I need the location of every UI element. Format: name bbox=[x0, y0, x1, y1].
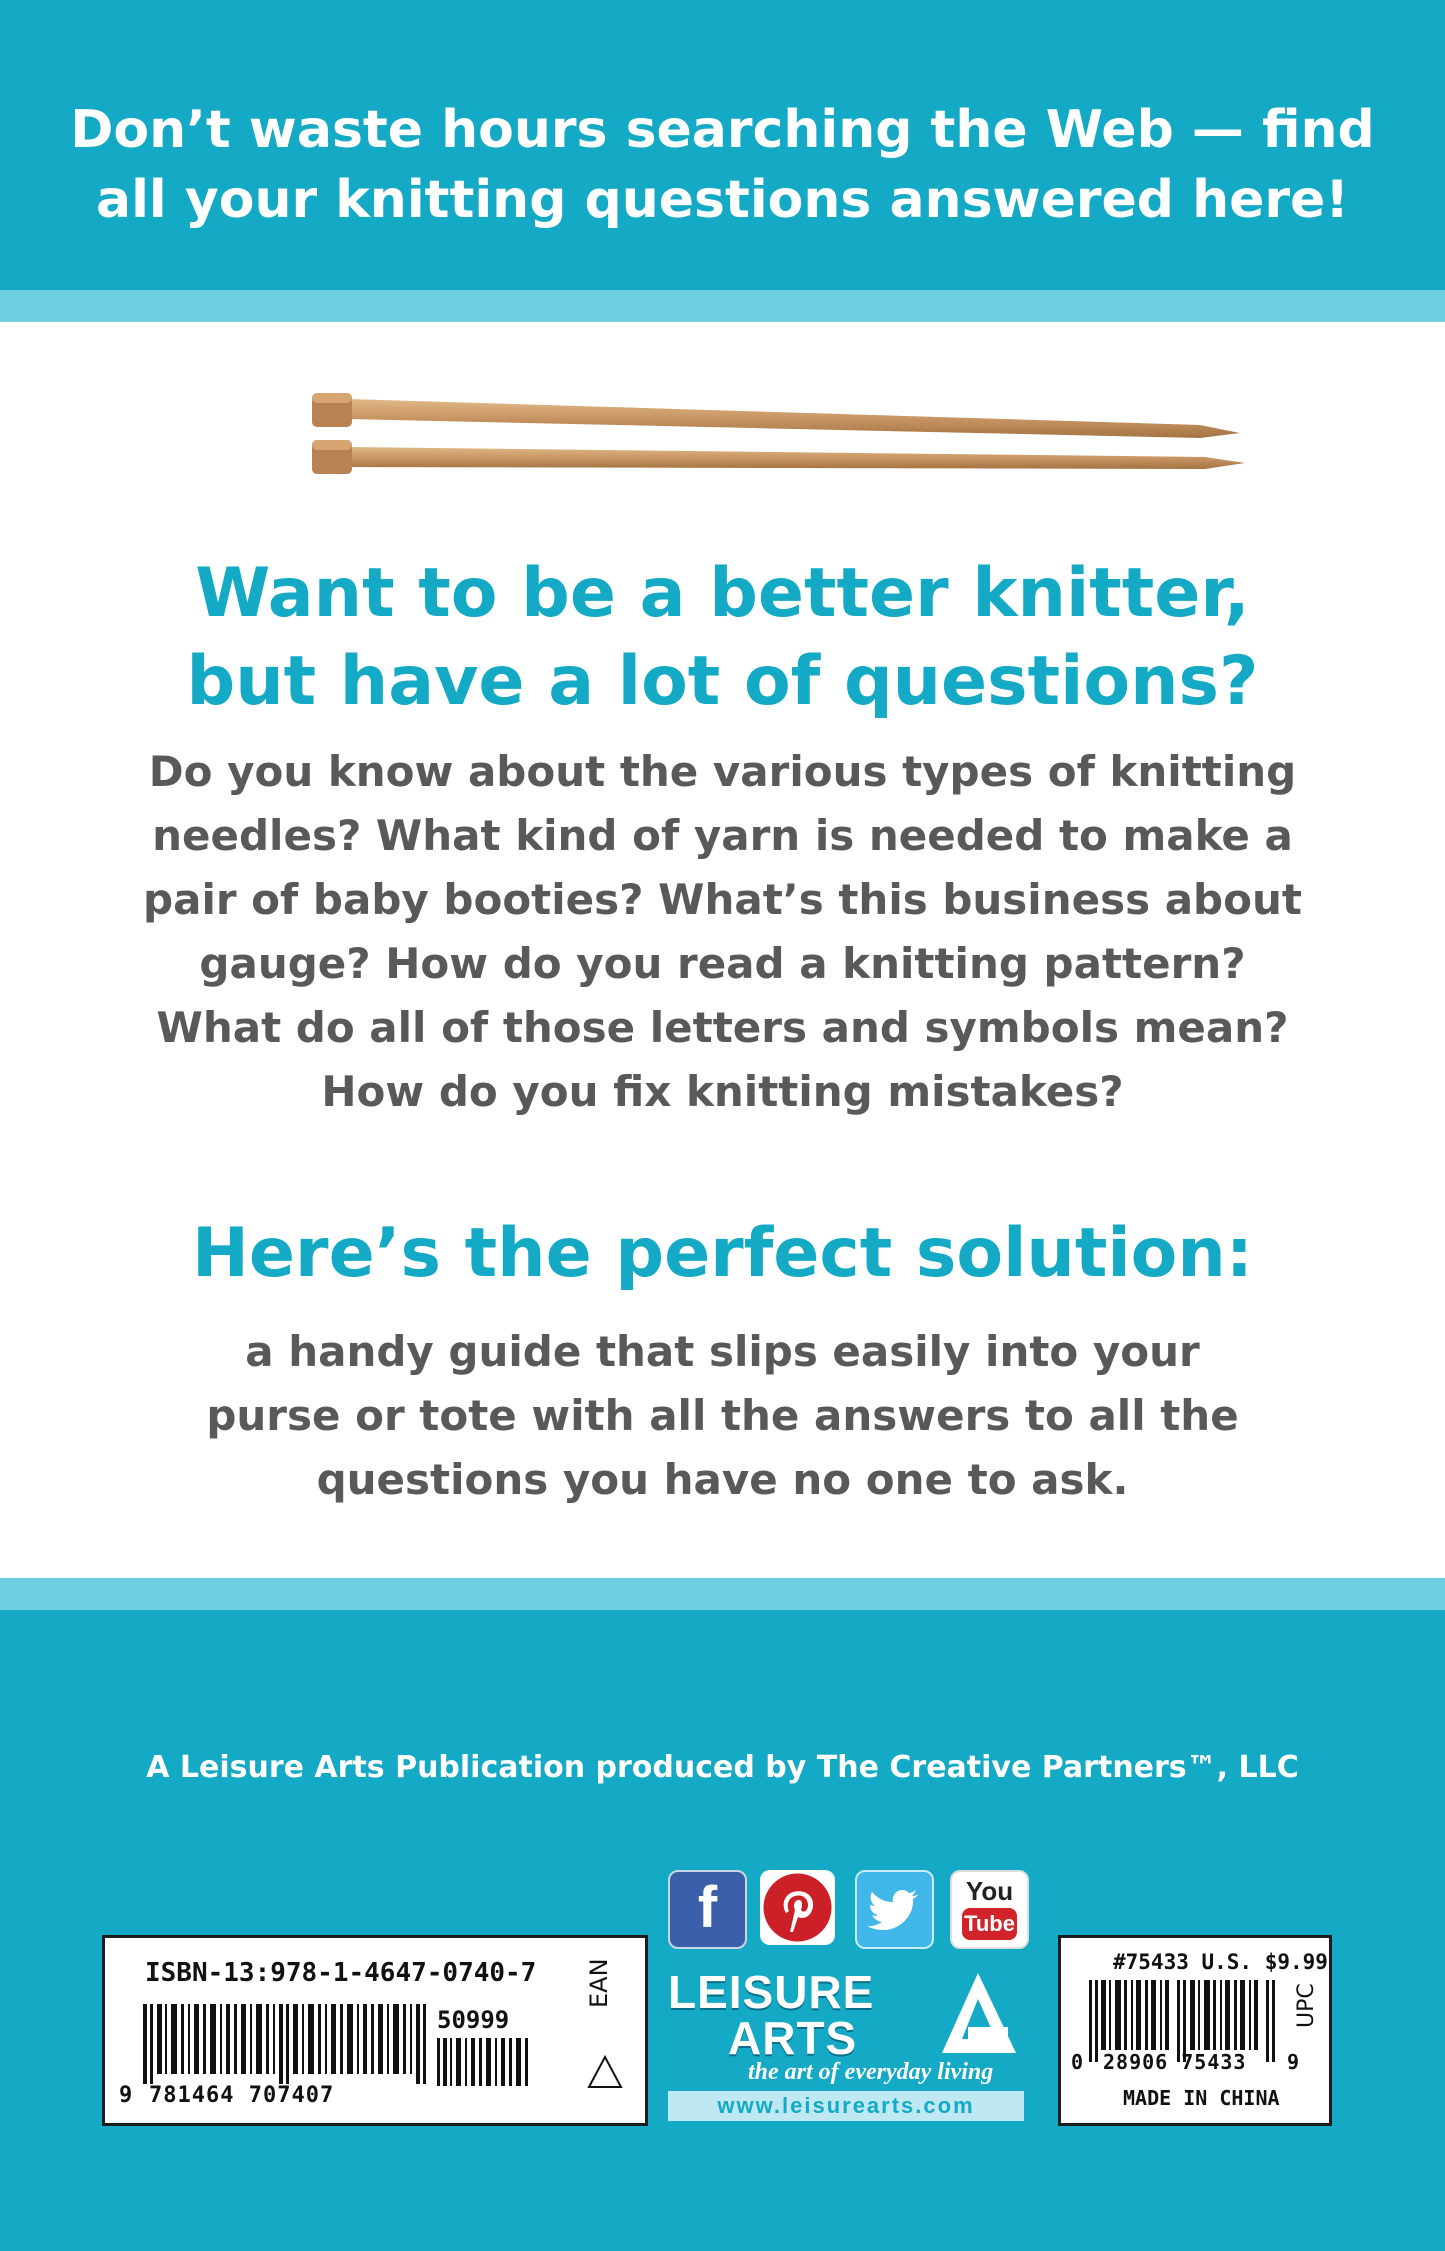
price-label: #75433 U.S. $9.99 bbox=[1113, 1950, 1328, 1974]
logo-emblem-icon bbox=[938, 1969, 1020, 2057]
logo-tagline: the art of everyday living bbox=[748, 2059, 994, 2085]
pinterest-icon[interactable] bbox=[760, 1870, 835, 1945]
leisure-arts-logo bbox=[668, 1965, 1028, 2120]
isbn-digits: 781464 707407 bbox=[149, 2083, 335, 2108]
isbn-addon-barcode bbox=[437, 2038, 532, 2086]
stripe-top bbox=[0, 290, 1445, 322]
youtube-you: You bbox=[965, 1876, 1014, 1906]
isbn-barcode-box bbox=[102, 1935, 648, 2126]
youtube-tube: Tube bbox=[962, 1908, 1017, 1940]
youtube-icon[interactable] bbox=[950, 1870, 1029, 1949]
section1-heading bbox=[0, 550, 1445, 726]
header-line-1: Don’t waste hours searching the Web — find bbox=[70, 100, 1375, 160]
isbn-barcode bbox=[143, 2004, 433, 2084]
ean-label: EAN bbox=[585, 1958, 613, 2008]
logo-word-leisure: LEISURE bbox=[668, 1966, 875, 2018]
facebook-icon[interactable] bbox=[668, 1870, 747, 1949]
isbn-lead-digit: 9 bbox=[119, 2083, 133, 2108]
upc-left-digit: 0 bbox=[1071, 2050, 1084, 2074]
upc-digits: 28906 75433 bbox=[1103, 2050, 1247, 2074]
section1-body-line: Do you know about the various types of knitting bbox=[148, 747, 1297, 796]
upc-label: UPC bbox=[1294, 1983, 1319, 2028]
pinterest-glyph bbox=[760, 1870, 835, 1945]
section1-heading-line-1: Want to be a better knitter, bbox=[195, 554, 1250, 633]
made-in-label: MADE IN CHINA bbox=[1123, 2086, 1280, 2110]
upc-barcode-box bbox=[1058, 1935, 1332, 2126]
upc-right-digit: 9 bbox=[1287, 2050, 1300, 2074]
section2-body bbox=[0, 1320, 1445, 1512]
section1-body bbox=[0, 740, 1445, 1124]
facebook-glyph: f bbox=[697, 1875, 718, 1940]
isbn-price-code: 50999 bbox=[437, 2006, 510, 2034]
section1-body-line: How do you fix knitting mistakes? bbox=[321, 1067, 1124, 1116]
header-line-2: all your knitting questions answered here! bbox=[95, 170, 1349, 230]
section2-body-line: purse or tote with all the answers to all the bbox=[206, 1391, 1239, 1440]
logo-word-arts: ARTS bbox=[728, 2012, 858, 2064]
twitter-glyph bbox=[857, 1872, 932, 1947]
section1-body-line: gauge? How do you read a knitting pattern? bbox=[199, 939, 1246, 988]
section2-body-line: a handy guide that slips easily into your bbox=[245, 1327, 1200, 1376]
triangle-icon bbox=[585, 2053, 625, 2089]
publisher-credit: A Leisure Arts Publication produced by The Creative Partners™, LLC bbox=[146, 1750, 1299, 1785]
section1-body-line: needles? What kind of yarn is needed to make a bbox=[152, 811, 1293, 860]
section1-heading-line-2: but have a lot of questions? bbox=[186, 642, 1259, 721]
twitter-icon[interactable] bbox=[855, 1870, 934, 1949]
header-tagline bbox=[0, 95, 1445, 235]
isbn-text: ISBN-13:978-1-4647-0740-7 bbox=[145, 1958, 537, 1988]
website-link[interactable]: www.leisurearts.com bbox=[668, 2091, 1024, 2121]
knitting-needles-icon bbox=[300, 385, 1250, 485]
section2-body-line: questions you have no one to ask. bbox=[316, 1455, 1129, 1504]
section1-body-line: pair of baby booties? What’s this business about bbox=[143, 875, 1302, 924]
section1-body-line: What do all of those letters and symbols mean? bbox=[156, 1003, 1289, 1052]
stripe-bottom bbox=[0, 1578, 1445, 1610]
section2-heading: Here’s the perfect solution: bbox=[192, 1214, 1253, 1293]
